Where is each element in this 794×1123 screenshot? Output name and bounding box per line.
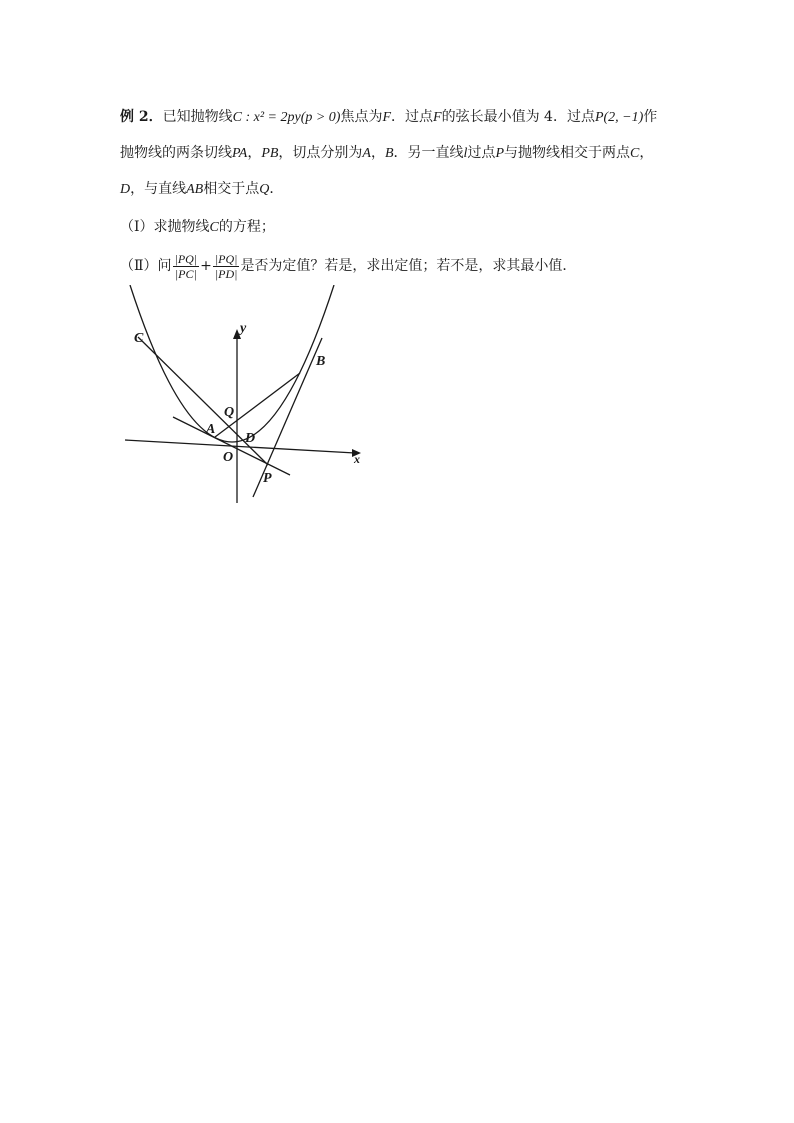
label-y-axis: y (240, 321, 247, 336)
label-point-C: C (134, 331, 144, 346)
fraction-denominator: |PC| (174, 266, 197, 281)
tangent-line-PA (173, 417, 290, 475)
math-D: D (120, 182, 131, 197)
text: 已知抛物线 (162, 109, 233, 125)
math-A: A (362, 146, 371, 161)
part-2-label: （Ⅱ）问 (120, 258, 172, 274)
math-PA: PA (232, 146, 248, 161)
figure-svg (120, 285, 370, 507)
text: 相交于点 (203, 181, 260, 197)
text: 过点 (467, 145, 496, 161)
text: ， (370, 145, 385, 161)
fraction-pq-pc (173, 252, 200, 281)
text: 作 (643, 109, 658, 125)
part-2-text: 是否为定值？若是，求出定值；若不是，求其最小值． (240, 258, 577, 274)
text: 与抛物线相交于两点 (504, 145, 630, 161)
text: ， (639, 145, 654, 161)
math-F: F (433, 110, 442, 125)
label-point-A: A (206, 422, 216, 437)
problem-line-1 (120, 107, 657, 128)
part-1-text: 的方程； (218, 219, 275, 235)
text: 抛物线的两条切线 (120, 145, 232, 161)
fraction-numerator: |PQ| (214, 251, 238, 266)
plus-sign: + (200, 258, 212, 274)
label-point-P: P (263, 471, 272, 486)
label-x-axis: x (354, 452, 360, 466)
fraction-pq-pd (213, 252, 240, 281)
text: ，与直线 (130, 181, 187, 197)
part-1-label: （Ⅰ）求抛物线 (120, 219, 210, 235)
math-Q: Q (259, 182, 270, 197)
math-C: C (209, 220, 219, 235)
text: 焦点为 (340, 109, 383, 125)
part-2 (120, 251, 576, 281)
text: ．过点 (391, 109, 434, 125)
math-l: l (463, 146, 468, 161)
problem-line-3 (120, 179, 283, 200)
text: ，切点分别为 (278, 145, 363, 161)
label-point-D: D (245, 431, 256, 446)
math-AB: AB (186, 182, 204, 197)
math-C: C (630, 146, 640, 161)
x-axis (125, 440, 355, 453)
text: ， (247, 145, 262, 161)
example-label: 例 2． (120, 109, 163, 125)
label-point-B: B (316, 354, 326, 369)
text: ． (269, 181, 284, 197)
parabola-figure (120, 285, 370, 511)
part-1 (120, 217, 275, 238)
math-P: P (495, 146, 504, 161)
label-point-Q: Q (224, 405, 235, 420)
math-PB: PB (261, 146, 279, 161)
label-point-O: O (223, 450, 234, 465)
math-B: B (384, 146, 394, 161)
problem-line-2 (120, 143, 653, 164)
fraction-denominator: |PD| (214, 266, 238, 281)
math-F: F (382, 110, 392, 125)
text: ．另一直线 (393, 145, 464, 161)
math-parabola-equation: C : x² = 2py(p > 0) (232, 110, 341, 125)
fraction-numerator: |PQ| (174, 251, 198, 266)
math-point-P: P(2, −1) (594, 110, 644, 125)
text: 的弦长最小值为 4．过点 (441, 109, 595, 125)
